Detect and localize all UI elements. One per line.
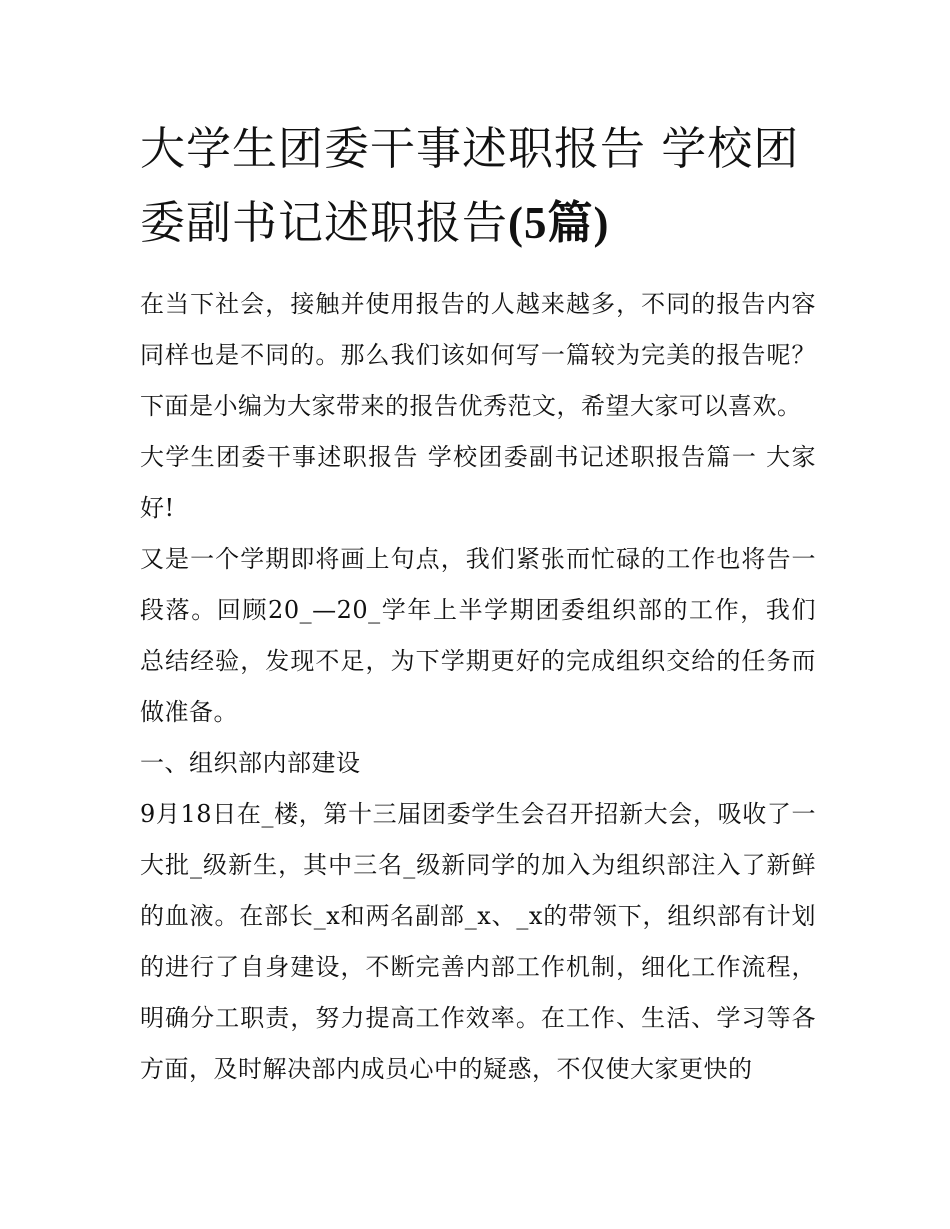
section-one-heading: 一、组织部内部建设 — [140, 749, 361, 777]
recruitment-paragraph: 9月18日在_楼，第十三届团委学生会召开招新大会，吸收了一大批_级新生，其中三名_级新同学的加入为组织部注入了新鲜的血液。在部长_x和两名副部_x、_x的带领下，组织部有计划的进行了自身建设，不断完善内部工作机制，细化工作流程，明确分工职责，努力提高工作效率。在工作、生活、学习等各方面，及时解决部内成员心中的疑惑，不仅使大家更快的 — [140, 800, 816, 1083]
title-main: 大学生团委干事述职报告 学校团委副书记述职报告 — [140, 122, 800, 249]
document-body — [140, 279, 816, 1095]
document-title — [140, 112, 820, 260]
semester-paragraph: 又是一个学期即将画上句点，我们紧张而忙碌的工作也将告一段落。回顾20_—20_学年上半学期团委组织部的工作，我们总结经验，发现不足，为下学期更好的完成组织交给的任务而做准备。 — [140, 545, 816, 726]
intro-paragraph: 在当下社会，接触并使用报告的人越来越多，不同的报告内容同样也是不同的。那么我们该如何写一篇较为完美的报告呢？下面是小编为大家带来的报告优秀范文，希望大家可以喜欢。 — [140, 290, 816, 420]
section-heading-paragraph: 大学生团委干事述职报告 学校团委副书记述职报告篇一 大家好! — [140, 443, 816, 522]
title-count: (5篇) — [508, 198, 610, 248]
